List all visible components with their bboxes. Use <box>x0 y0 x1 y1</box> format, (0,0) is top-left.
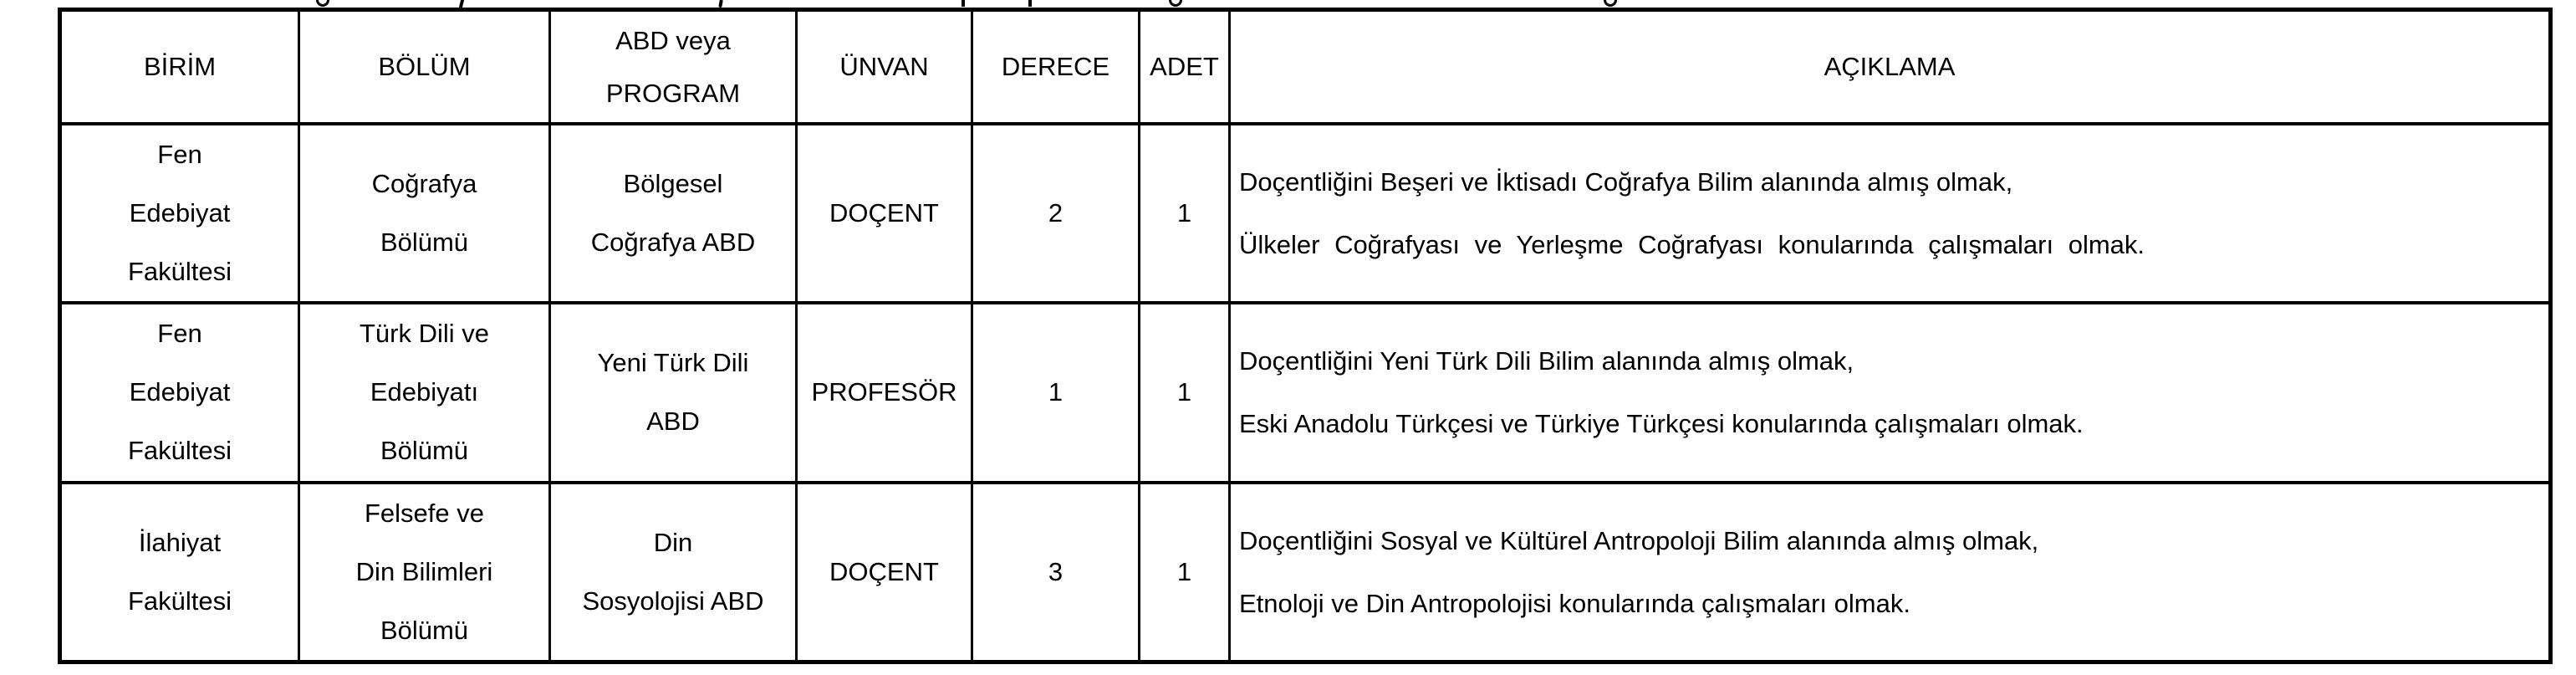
cell-line: Bölümü <box>380 227 469 257</box>
cropped-glyph-fragment <box>962 0 965 7</box>
table-header-row <box>60 10 2551 124</box>
header-adet <box>1140 10 1230 124</box>
cell-line: Edebiyat <box>129 377 231 407</box>
cell-line: ÜNVAN <box>839 52 929 82</box>
cell-aciklama <box>1230 124 2551 303</box>
cell-line: Sosyolojisi ABD <box>582 586 764 616</box>
cell-line: BİRİM <box>143 52 217 82</box>
academic-positions-table <box>58 8 2553 664</box>
cropped-glyph-fragment <box>1169 0 1182 7</box>
table-row <box>60 483 2551 662</box>
cell-birim <box>60 303 299 483</box>
cell-line: Din <box>653 527 693 557</box>
cell-line: ABD <box>646 407 700 436</box>
cell-line: BÖLÜM <box>378 52 471 82</box>
cell-derece: 1 <box>972 303 1140 483</box>
header-aciklama <box>1230 10 2551 124</box>
header-abd-veya-program <box>550 10 797 124</box>
cropped-glyph-fragment <box>1028 0 1032 7</box>
cell-adet: 1 <box>1140 483 1230 662</box>
cell-line: Fakültesi <box>127 586 232 616</box>
cell-line: Felsefe ve <box>364 498 484 528</box>
cell-line: Yeni Türk Dili <box>597 348 749 377</box>
cell-adet: 1 <box>1140 124 1230 303</box>
cell-line: Türk Dili ve <box>359 319 489 348</box>
cell-line: Eski Anadolu Türkçesi ve Türkiye Türkçesi konularında çalışmaları olmak. <box>1239 409 2084 438</box>
cell-line: AÇIKLAMA <box>1824 52 1956 82</box>
header-bolum <box>299 10 550 124</box>
cropped-glyph-fragment <box>459 0 464 8</box>
cell-unvan: PROFESÖR <box>797 303 972 483</box>
header-birim <box>60 10 299 124</box>
cell-line: DERECE <box>1001 52 1110 82</box>
cell-line: Coğrafya <box>371 168 477 198</box>
cell-birim <box>60 483 299 662</box>
cell-aciklama <box>1230 303 2551 483</box>
cell-birim <box>60 124 299 303</box>
cell-line: Bölümü <box>380 436 469 465</box>
cell-line: Bölümü <box>380 615 469 645</box>
cropped-glyph-fragment <box>718 0 723 8</box>
cell-line: Ülkeler Coğrafyası ve Yerleşme Coğrafyası konularında çalışmaları olmak. <box>1239 229 2145 259</box>
cell-line: İlahiyat <box>138 527 222 557</box>
cell-line: Bölgesel <box>623 168 723 198</box>
table-row <box>60 124 2551 303</box>
cropped-glyph-fragment <box>316 0 329 7</box>
cell-abd <box>550 483 797 662</box>
cell-aciklama <box>1230 483 2551 662</box>
cell-line: Coğrafya ABD <box>590 227 756 257</box>
header-unvan <box>797 10 972 124</box>
cell-derece: 2 <box>972 124 1140 303</box>
cell-bolum <box>299 303 550 483</box>
cell-adet: 1 <box>1140 303 1230 483</box>
cell-bolum <box>299 124 550 303</box>
cell-line: Doçentliğini Beşeri ve İktisadı Coğrafya Bilim alanında almış olmak, <box>1239 166 2013 197</box>
table-row <box>60 303 2551 483</box>
cell-abd <box>550 303 797 483</box>
cell-line: Etnoloji ve Din Antropolojisi konularında çalışmaları olmak. <box>1239 588 1910 618</box>
cell-line: Doçentliğini Sosyal ve Kültürel Antropoloji Bilim alanında almış olmak, <box>1239 525 2039 555</box>
cell-line: Edebiyat <box>129 197 231 228</box>
cell-line: Din Bilimleri <box>355 556 493 586</box>
cell-line: Edebiyatı <box>370 377 479 407</box>
cell-line: Doçentliğini Yeni Türk Dili Bilim alanında almış olmak, <box>1239 346 1854 376</box>
cell-abd <box>550 124 797 303</box>
cell-line: Fakültesi <box>127 256 232 286</box>
cell-bolum <box>299 483 550 662</box>
cell-line: Fen <box>157 139 202 169</box>
cell-line: ADET <box>1150 52 1219 82</box>
cell-derece: 3 <box>972 483 1140 662</box>
cell-line: Fen <box>157 319 202 348</box>
cropped-glyph-fragment <box>1604 0 1617 7</box>
cell-line: Fakültesi <box>127 436 232 465</box>
cell-unvan: DOÇENT <box>797 483 972 662</box>
cell-line: ABD veya <box>615 25 731 55</box>
cell-line: PROGRAM <box>605 78 741 108</box>
header-derece <box>972 10 1140 124</box>
cell-unvan: DOÇENT <box>797 124 972 303</box>
